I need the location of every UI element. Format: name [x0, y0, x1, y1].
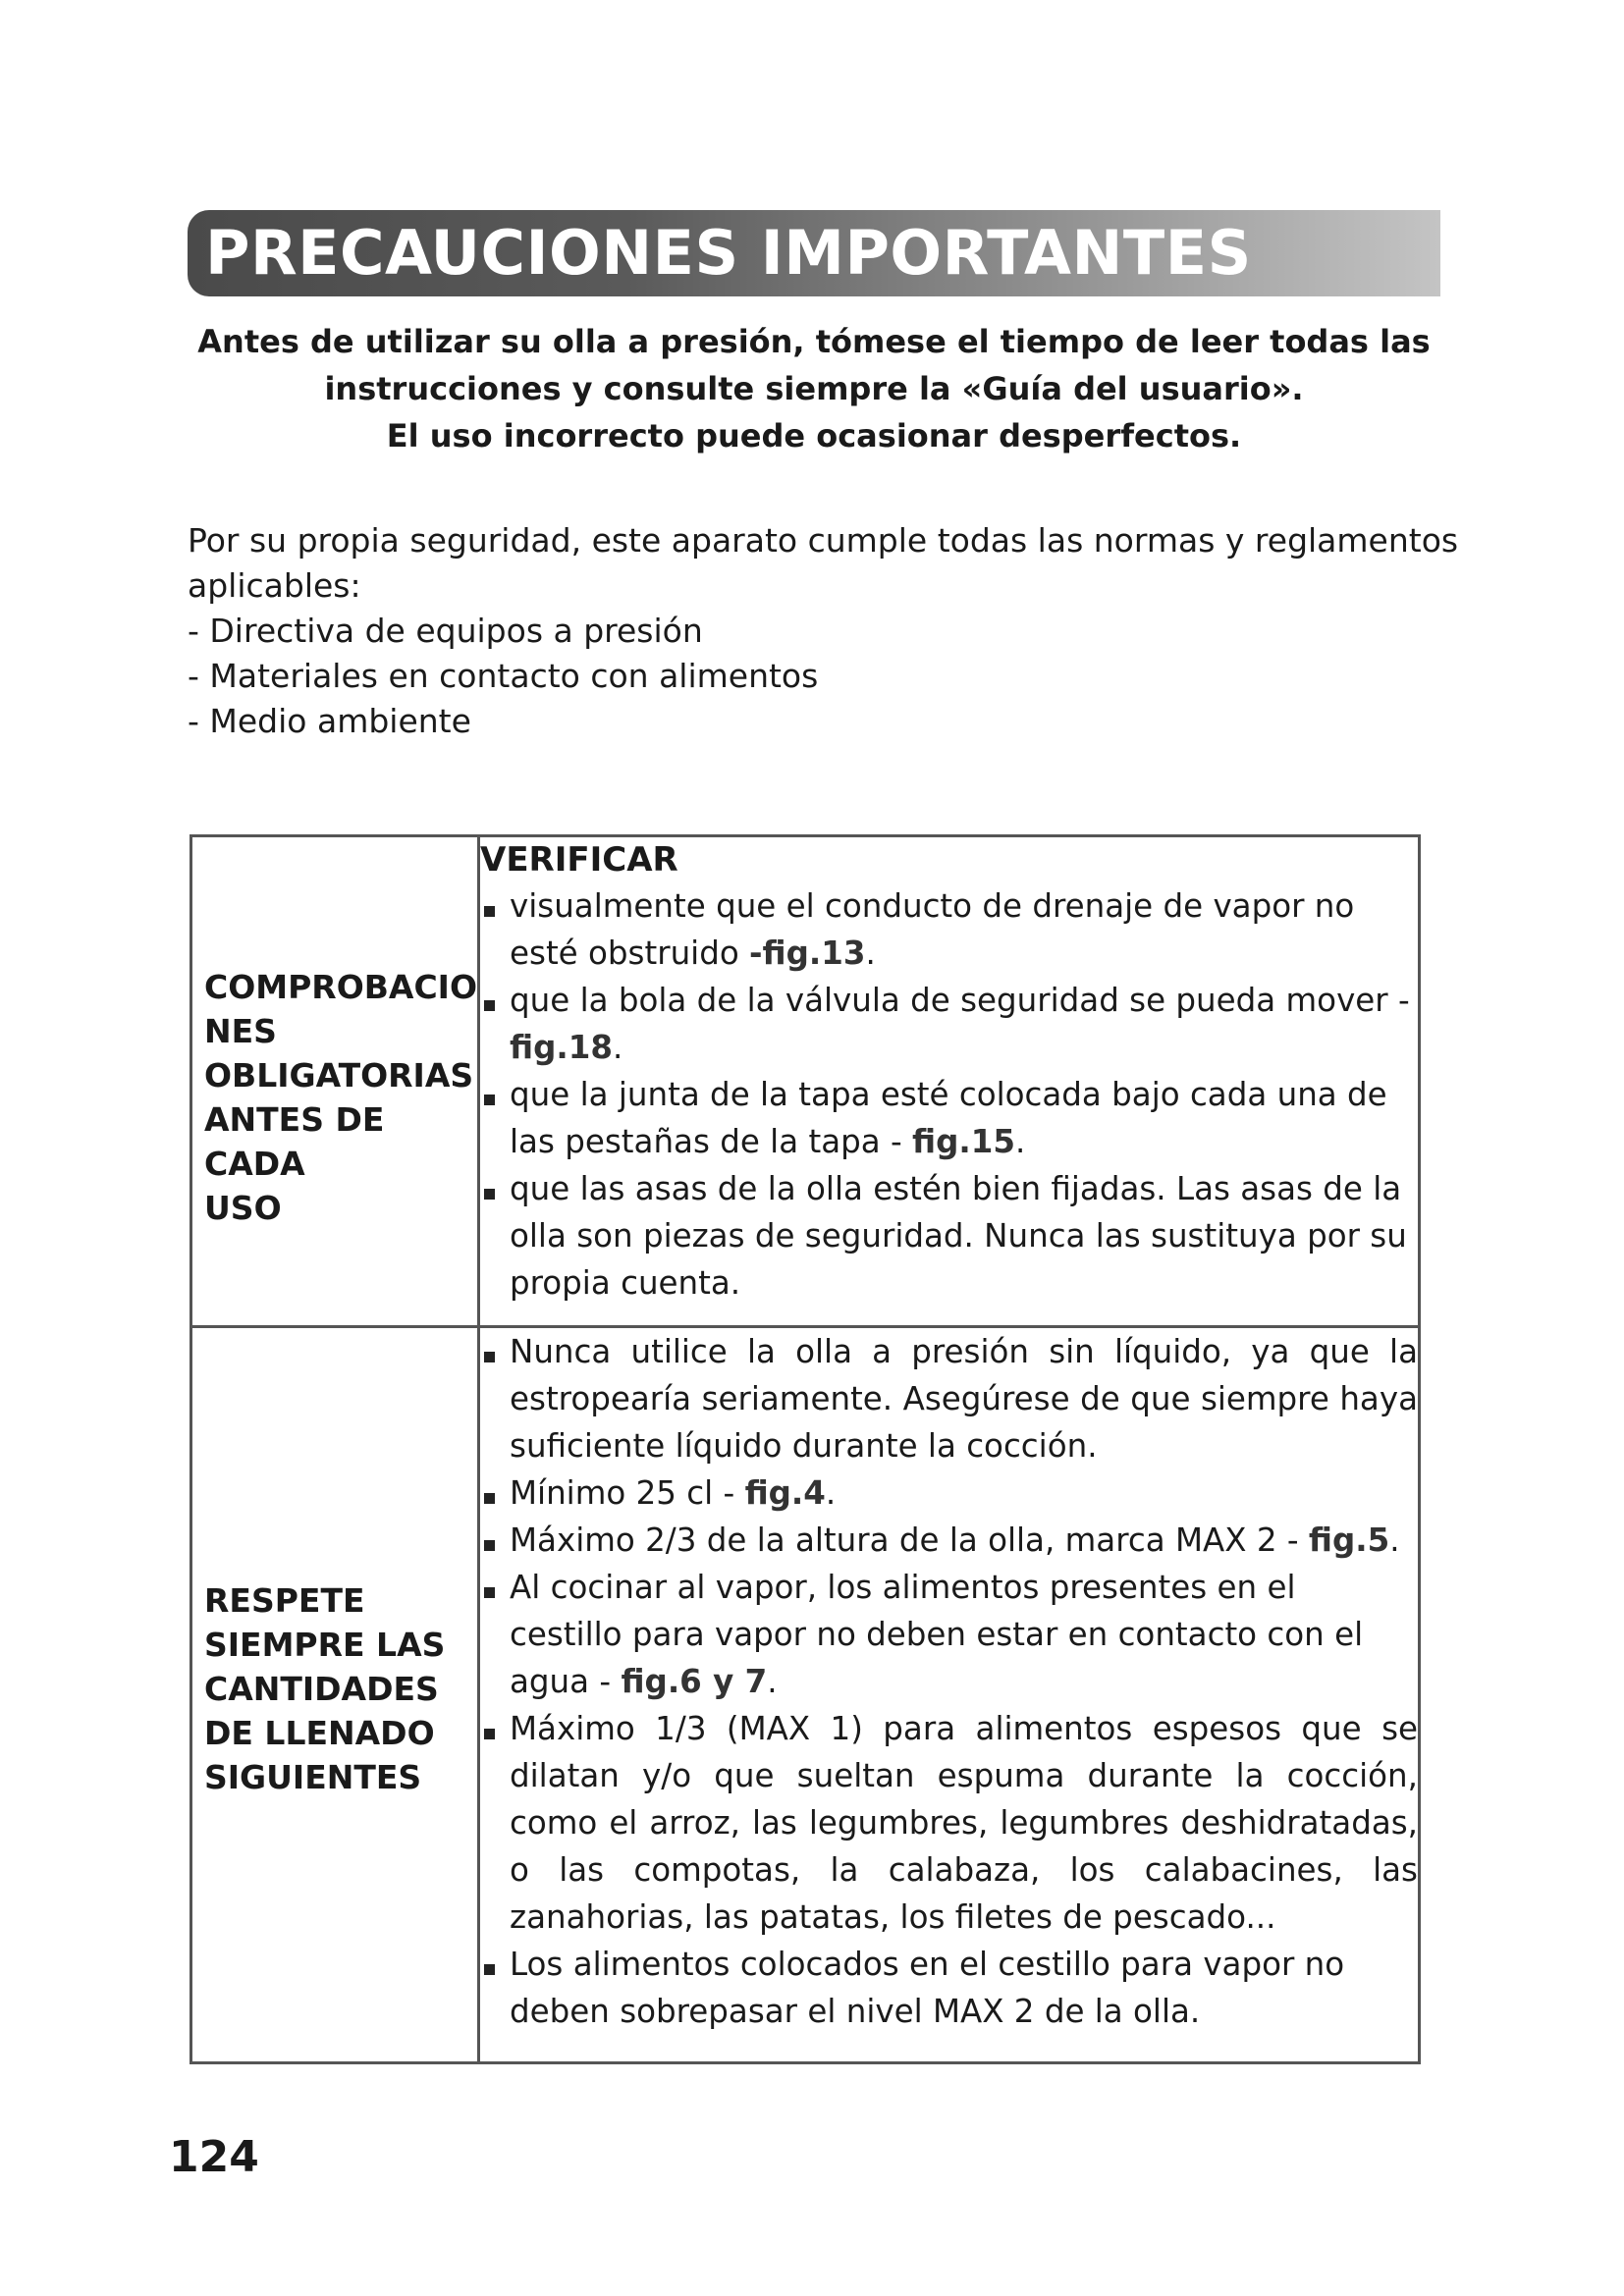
item-end: .	[1389, 1522, 1400, 1559]
item-text: Al cocinar al vapor, los alimentos presentes en el cestillo para vapor no deben estar en contacto con el agua -	[510, 1569, 1364, 1700]
row-content-cell	[479, 1327, 1420, 2063]
bullet-icon	[484, 1964, 495, 1975]
intro-line: El uso incorrecto puede ocasionar desperfectos.	[386, 417, 1242, 454]
item-end: .	[767, 1663, 778, 1700]
bullet-icon	[484, 1000, 495, 1011]
page-title: PRECAUCIONES IMPORTANTES	[205, 217, 1252, 289]
list-item	[480, 1328, 1418, 1469]
safety-compliance	[188, 518, 1484, 744]
checks-table	[189, 834, 1421, 2064]
item-text: que la junta de la tapa esté colocada bajo cada una de las pestañas de la tapa -	[510, 1076, 1387, 1160]
row-content-cell	[479, 836, 1420, 1327]
list-item	[480, 1564, 1418, 1705]
bullet-list	[480, 882, 1418, 1307]
list-item	[480, 1071, 1418, 1165]
item-text: Máximo 1/3 (MAX 1) para alimentos espesos que se dilatan y/o que sueltan espuma durante la cocción, como el arroz, las legumbres, legumbres deshidratadas, o las compotas, la calabaza, los calabacines, las zanahorias, las patatas, los filetes de pescado...	[510, 1710, 1418, 1936]
list-item	[480, 1165, 1418, 1307]
compliance-item: - Medio ambiente	[188, 702, 471, 740]
list-item	[480, 1705, 1418, 1941]
item-end: .	[825, 1474, 837, 1512]
item-text: que las asas de la olla estén bien fijadas. Las asas de la olla son piezas de seguridad. Nunca las sustituya por su propia cuenta.	[510, 1170, 1407, 1302]
bullet-icon	[484, 906, 495, 917]
item-end: .	[865, 934, 876, 972]
list-item	[480, 1517, 1418, 1564]
bullet-icon	[484, 1493, 495, 1504]
figure-ref: fig.18	[510, 1029, 613, 1066]
intro-line: instrucciones y consulte siempre la «Guía del usuario».	[324, 370, 1304, 407]
figure-ref: -fig.13	[749, 934, 866, 972]
page-number: 124	[169, 2132, 259, 2182]
figure-ref: fig.15	[912, 1123, 1015, 1160]
item-end: .	[1014, 1123, 1026, 1160]
list-item	[480, 882, 1418, 977]
item-text: Mínimo 25 cl -	[510, 1474, 745, 1512]
intro-notice	[188, 318, 1440, 459]
list-item	[480, 977, 1418, 1071]
table-row	[191, 1327, 1420, 2063]
bullet-icon	[484, 1352, 495, 1362]
item-text: Máximo 2/3 de la altura de la olla, marca MAX 2 -	[510, 1522, 1309, 1559]
item-text: Los alimentos colocados en el cestillo para vapor no deben sobrepasar el nivel MAX 2 de la olla.	[510, 1946, 1345, 2030]
bullet-list	[480, 1328, 1418, 2035]
intro-line: Antes de utilizar su olla a presión, tómese el tiempo de leer todas las	[197, 323, 1431, 360]
row-label: COMPROBACIO NES OBLIGATORIAS ANTES DE CADA USO	[204, 968, 478, 1227]
bullet-icon	[484, 1189, 495, 1200]
row-label: RESPETE SIEMPRE LAS CANTIDADES DE LLENADO SIGUIENTES	[204, 1581, 446, 1796]
item-end: .	[612, 1029, 623, 1066]
item-text: Nunca utilice la olla a presión sin líquido, ya que la estropearía seriamente. Asegúrese de que siempre haya suficiente líquido durante la cocción.	[510, 1333, 1418, 1465]
compliance-item: - Materiales en contacto con alimentos	[188, 657, 819, 695]
bullet-icon	[484, 1095, 495, 1105]
section-banner	[188, 210, 1440, 296]
row-label-cell	[191, 836, 479, 1327]
figure-ref: fig.5	[1308, 1522, 1390, 1559]
table-row	[191, 836, 1420, 1327]
list-item	[480, 1941, 1418, 2035]
bullet-icon	[484, 1587, 495, 1598]
item-text: visualmente que el conducto de drenaje de vapor no esté obstruido	[510, 887, 1355, 972]
bullet-icon	[484, 1540, 495, 1551]
compliance-item: - Directiva de equipos a presión	[188, 612, 703, 650]
safety-paragraph: Por su propia seguridad, este aparato cumple todas las normas y reglamentos aplicables:	[188, 521, 1459, 605]
bullet-icon	[484, 1729, 495, 1739]
figure-ref: fig.6 y 7	[621, 1663, 768, 1700]
figure-ref: fig.4	[744, 1474, 826, 1512]
item-text: que la bola de la válvula de seguridad se pueda mover -	[510, 982, 1410, 1019]
verify-heading: VERIFICAR	[480, 840, 678, 880]
row-label-cell	[191, 1327, 479, 2063]
list-item	[480, 1469, 1418, 1517]
